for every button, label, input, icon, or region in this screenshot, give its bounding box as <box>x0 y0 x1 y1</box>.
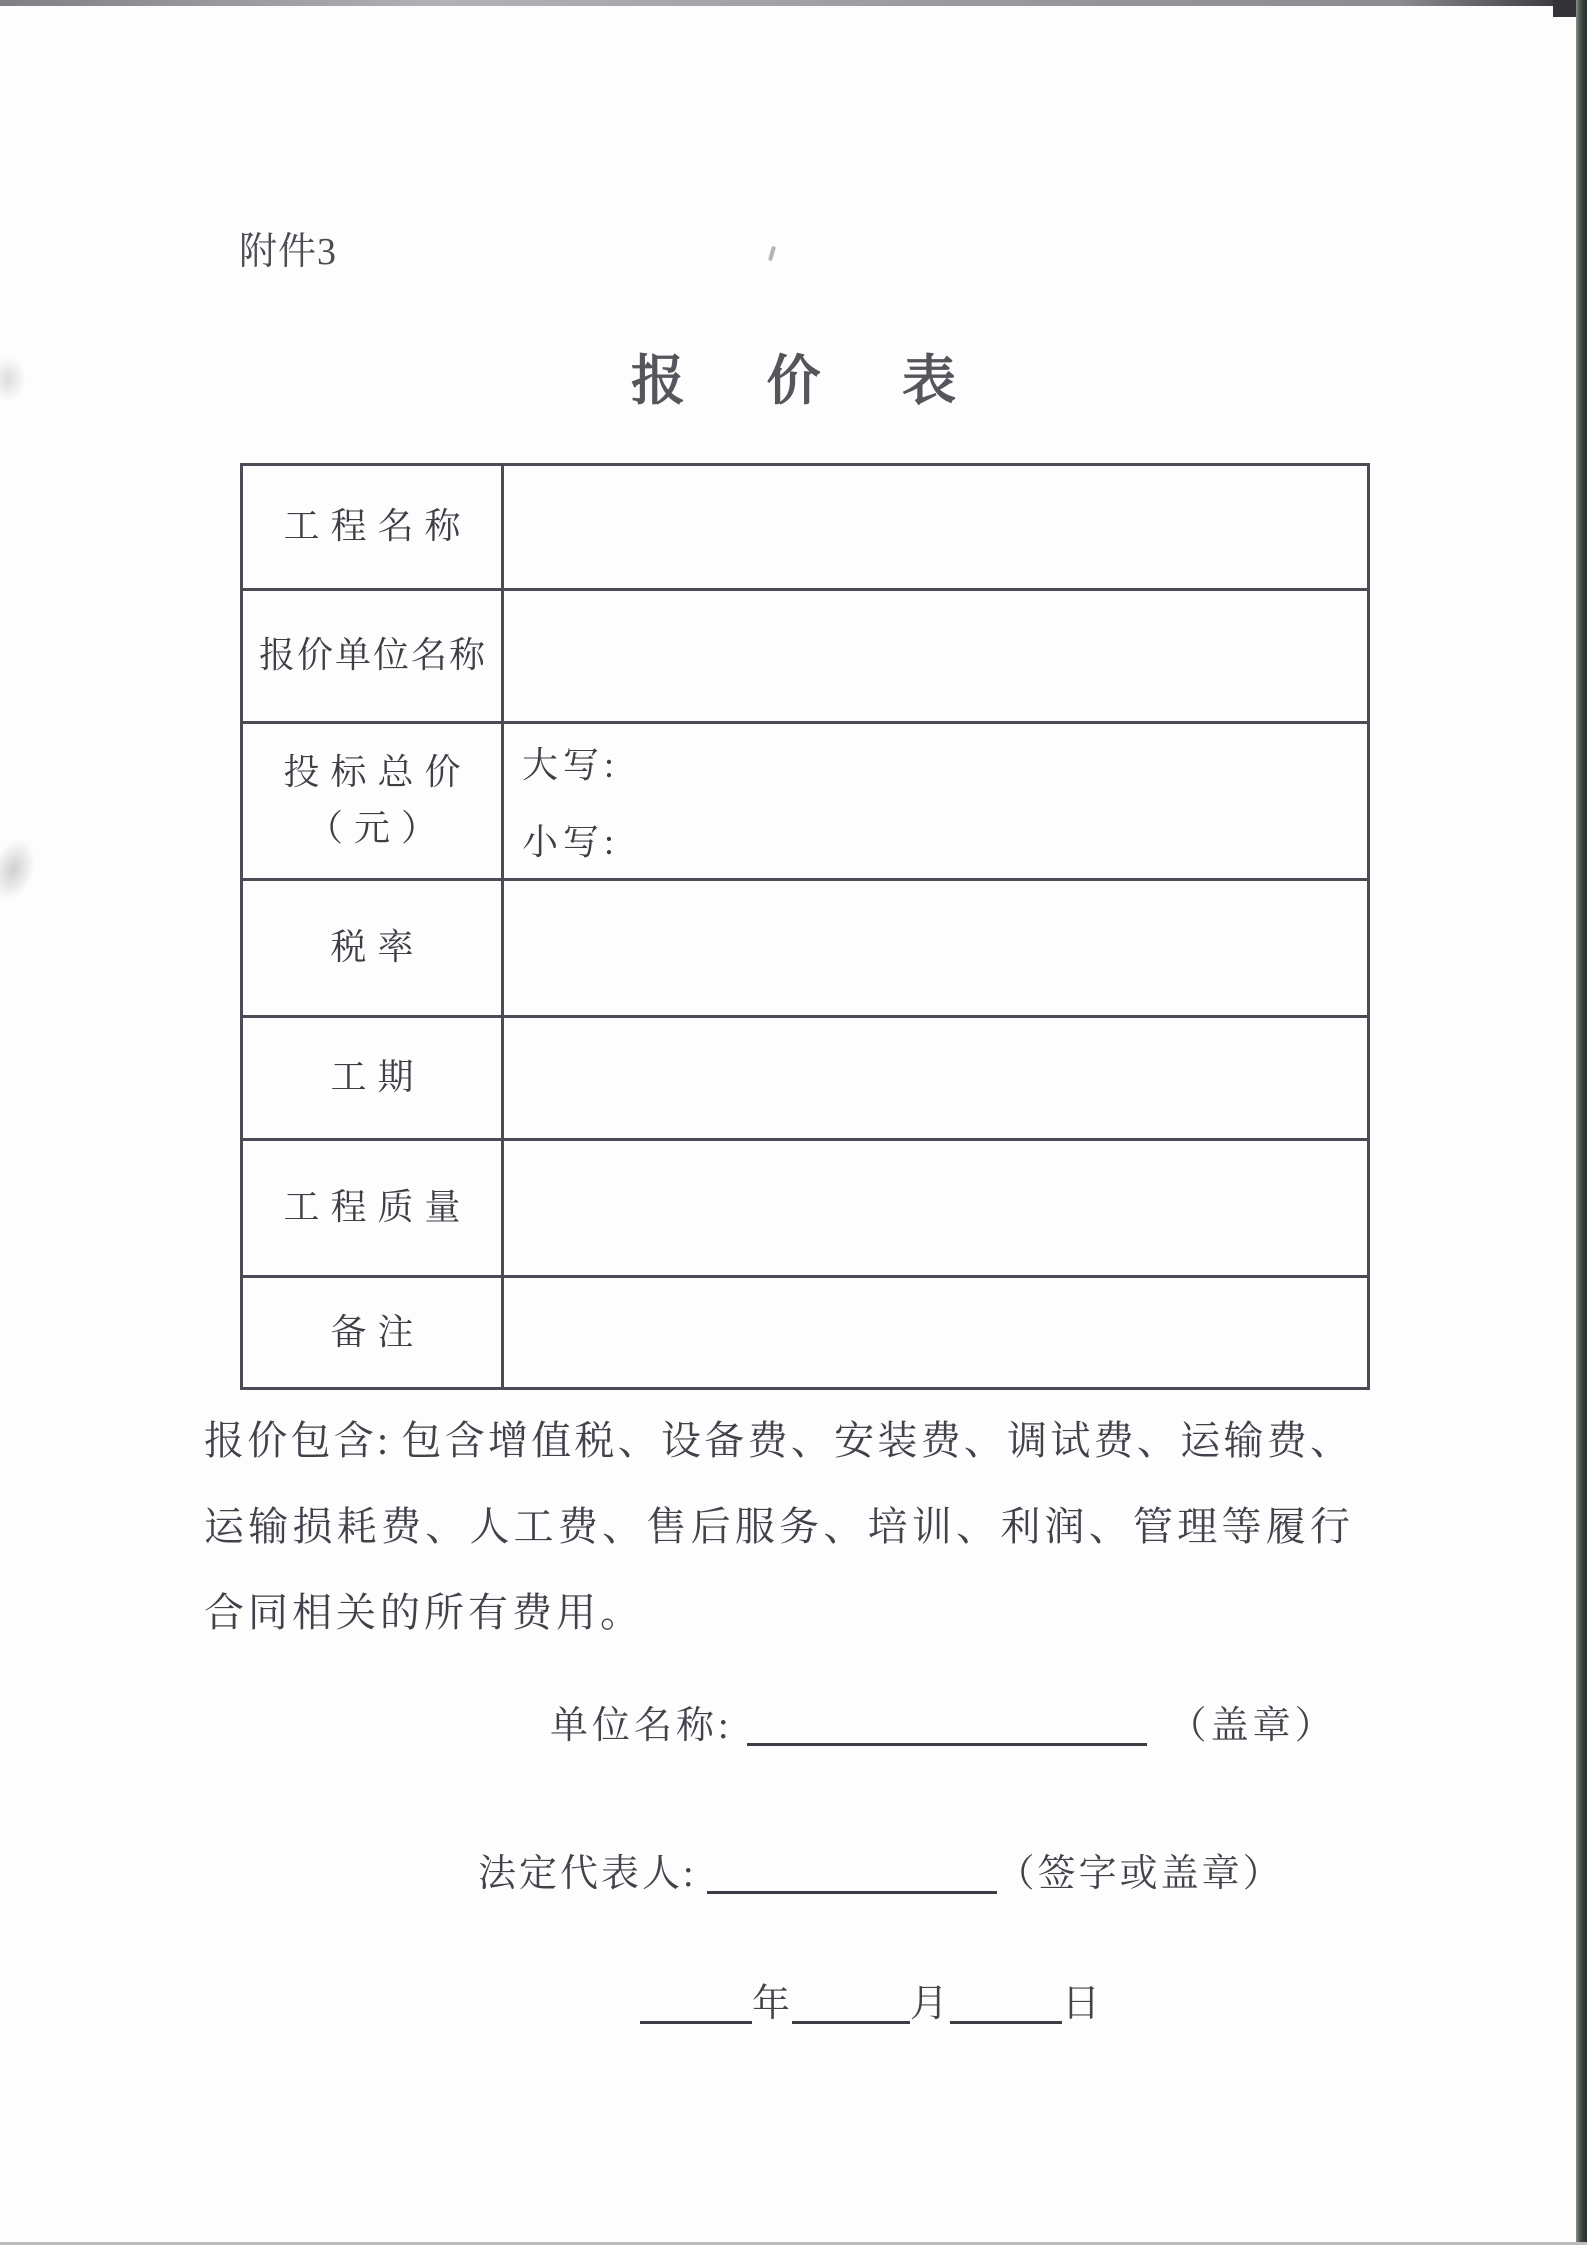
quotation-note <box>204 1398 1350 1656</box>
row-label-remarks: 备注 <box>243 1275 504 1387</box>
note-line-1: 报价包含: 包含增值税、设备费、安装费、调试费、运输费、 <box>204 1418 1350 1463</box>
quotation-table <box>240 463 1370 1390</box>
unit-name-label: 单位名称: <box>550 1705 733 1747</box>
scan-smudge <box>0 833 44 908</box>
unit-name-blank <box>747 1705 1147 1746</box>
scan-right-edge-artifact <box>1576 0 1587 2245</box>
month-label: 月 <box>910 1983 951 2025</box>
row-value-remarks <box>504 1275 1367 1387</box>
total-price-label-line2: （元） <box>306 808 448 848</box>
amount-in-figures-label: 小写: <box>522 822 620 862</box>
month-blank <box>792 1983 910 2024</box>
row-label-project-quality: 工程质量 <box>243 1138 504 1275</box>
legal-representative-line <box>478 1842 1284 1897</box>
note-line-3: 合同相关的所有费用。 <box>204 1590 644 1635</box>
scan-top-edge-artifact <box>0 0 1587 6</box>
page-title: 报 价 表 <box>631 351 990 411</box>
date-line <box>640 1972 1102 2027</box>
amount-in-words-label: 大写: <box>522 745 620 785</box>
legal-rep-label: 法定代表人: <box>478 1853 697 1895</box>
unit-name-line <box>550 1694 1337 1749</box>
scan-speck <box>768 246 776 262</box>
row-label-total-price <box>243 721 504 878</box>
unit-seal-label: （盖章） <box>1168 1705 1337 1747</box>
row-value-project-quality <box>504 1138 1367 1275</box>
row-label-project-name: 工程名称 <box>243 466 504 588</box>
row-value-construction-period <box>504 1015 1367 1138</box>
row-value-total-price <box>504 721 1367 878</box>
year-blank <box>640 1983 752 2024</box>
row-label-construction-period: 工期 <box>243 1015 504 1138</box>
year-label: 年 <box>752 1983 793 2025</box>
total-price-label-line1: 投标总价 <box>283 752 472 793</box>
day-blank <box>950 1983 1062 2024</box>
row-value-tax-rate <box>504 878 1367 1015</box>
note-line-2: 运输损耗费、人工费、售后服务、培训、利润、管理等履行 <box>204 1504 1350 1549</box>
day-label: 日 <box>1062 1983 1103 2025</box>
row-value-project-name <box>504 466 1367 588</box>
row-value-bidder-name <box>504 588 1367 721</box>
row-label-tax-rate: 税率 <box>243 878 504 1015</box>
row-label-bidder-name: 报价单位名称 <box>243 588 504 721</box>
legal-rep-blank <box>707 1853 997 1894</box>
attachment-label: 附件3 <box>239 231 338 273</box>
legal-seal-label: （签字或盖章） <box>996 1853 1284 1895</box>
